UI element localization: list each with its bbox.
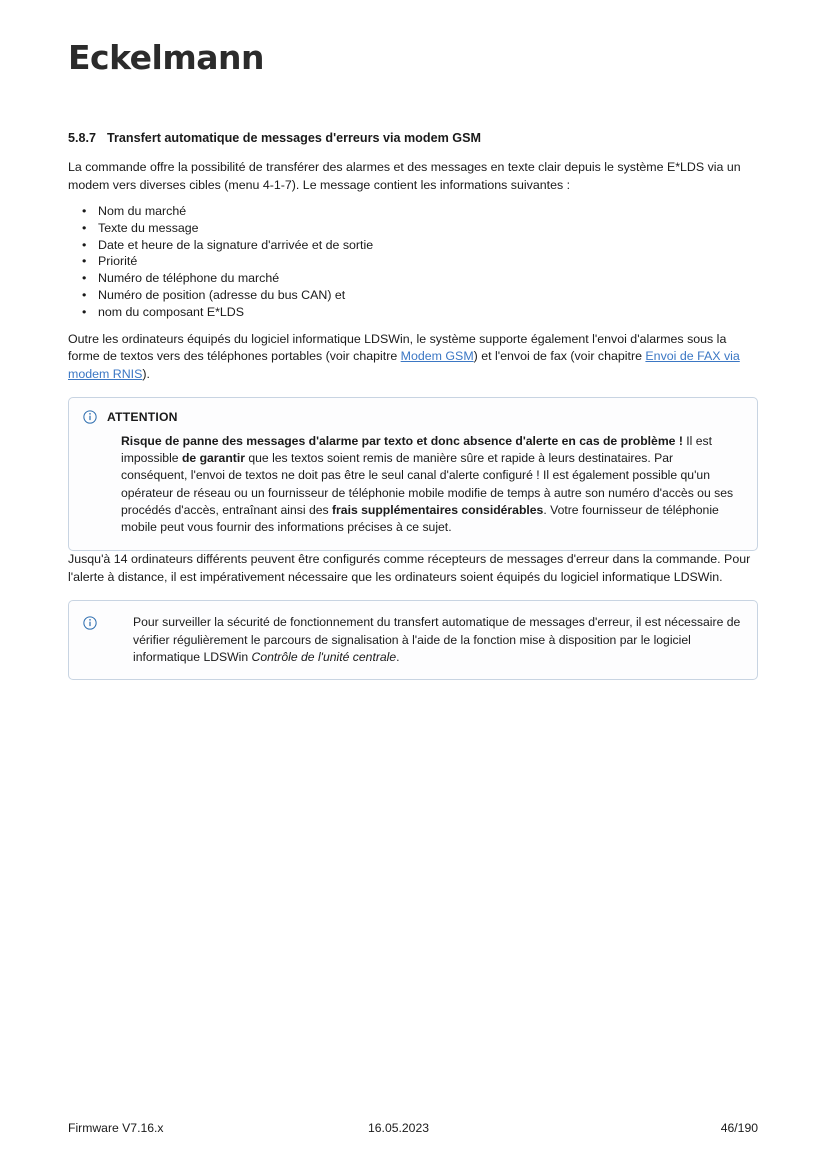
- paragraph-with-links: [68, 331, 758, 384]
- section-number: 5.8.7: [68, 131, 97, 145]
- attention-text-3: . Votre fournisseur de téléphonie mobile peut vous fournir des informations précises à ce sujet.: [121, 502, 719, 535]
- list-item: • nom du composant E*LDS: [68, 304, 758, 321]
- info-box-row: [83, 614, 741, 666]
- company-logo: Eckelmann: [68, 38, 264, 77]
- info-circle-icon: [83, 410, 97, 424]
- list-item: • Numéro de position (adresse du bus CAN) et: [68, 287, 758, 304]
- attention-box: [68, 397, 758, 551]
- list-item: • Texte du message: [68, 220, 758, 237]
- attention-text: [83, 433, 741, 536]
- info-text-a: Pour surveiller la sécurité de fonctionnement du transfert automatique de messages d'erreur, il est nécessaire de vérifier régulièrement le parcours de signalisation à l'aide de la fonction mise à disposition par le logiciel informatique LDSWin: [133, 615, 741, 664]
- intro-paragraph: La commande offre la possibilité de transférer des alarmes et des messages en texte clair depuis le système E*LDS via un modem vers diverses cibles (menu 4-1-7). Le message contient les informations suivantes :: [68, 160, 741, 192]
- footer-date: 16.05.2023: [368, 1121, 429, 1135]
- info-box: [68, 600, 758, 680]
- info-circle-icon: [83, 616, 97, 630]
- info-box-text: [107, 614, 741, 666]
- attention-bold-3: frais supplémentaires considérables: [332, 502, 544, 517]
- page-footer: [68, 1121, 758, 1135]
- info-list: [68, 203, 758, 321]
- attention-bold-1: Risque de panne des messages d'alarme par texto et donc absence d'alerte en cas de problème !: [121, 434, 683, 449]
- page-content: [68, 131, 758, 680]
- list-item: • Date et heure de la signature d'arrivée et de sortie: [68, 237, 758, 254]
- footer-firmware: Firmware V7.16.x: [68, 1121, 164, 1135]
- attention-text-2: que les textos soient remis de manière sûre et rapide à leurs destinataires. Par conséquent, l'envoi de textos ne doit pas être le seul canal d'alerte configuré ! Il est également possible qu'un opérateur de réseau ou un fournisseur de téléphonie mobile modifie de temps à autre son numéro d'accès ou ses procédés d'accès, entraînant ainsi des: [121, 451, 734, 517]
- section-title: Transfert automatique de messages d'erreurs via modem GSM: [107, 131, 481, 145]
- paragraph-text-c: ).: [142, 366, 150, 381]
- link-fax-rnis[interactable]: Envoi de FAX via modem RNIS: [68, 349, 740, 381]
- attention-text-1: Il est impossible: [121, 434, 713, 466]
- attention-title: ATTENTION: [107, 410, 178, 425]
- list-item: • Priorité: [68, 253, 758, 270]
- link-modem-gsm[interactable]: Modem GSM: [400, 349, 474, 364]
- paragraph-text-a: Outre les ordinateurs équipés du logiciel informatique LDSWin, le système supporte également l'envoi d'alarmes sous la forme de textos vers des téléphones portables (voir chapitre: [68, 331, 727, 364]
- list-item: • Nom du marché: [68, 203, 758, 220]
- paragraph-computers: Jusqu'à 14 ordinateurs différents peuvent être configurés comme récepteurs de messages d'erreur dans la commande. Pour l'alerte à distance, il est impérativement nécessaire que les ordinateurs soient équipés du logiciel informatique LDSWin.: [68, 552, 751, 584]
- footer-page-number: 46/190: [720, 1121, 758, 1135]
- info-text-italic: Contrôle de l'unité centrale: [251, 649, 397, 664]
- paragraph-text-b: ) et l'envoi de fax (voir chapitre: [473, 349, 646, 364]
- attention-bold-2: de garantir: [181, 451, 245, 466]
- section-heading: [68, 131, 758, 145]
- info-text-b: .: [396, 649, 400, 664]
- list-item: • Numéro de téléphone du marché: [68, 270, 758, 287]
- attention-box-header: [83, 410, 741, 424]
